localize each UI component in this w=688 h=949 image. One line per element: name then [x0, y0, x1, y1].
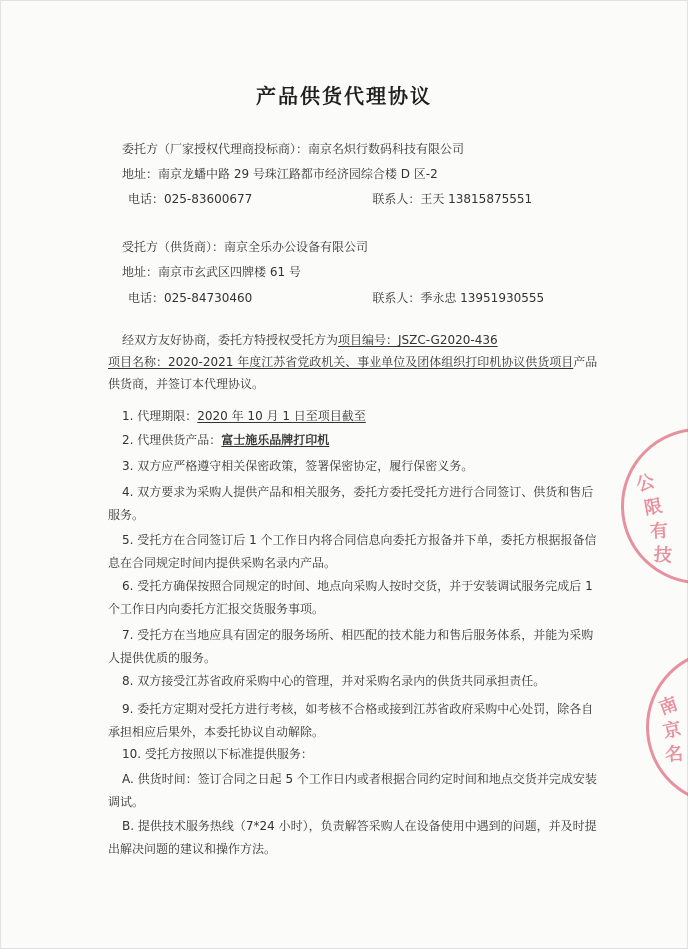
agent-contact-row: [128, 289, 544, 306]
clause-9: 9. 委托方定期对受托方进行考核，如考核不合格或接到江苏省政府采购中心处罚，除各自承担相应后果外，本委托协议自动解除。: [108, 702, 594, 739]
intro-paragraph-2: [108, 351, 604, 395]
document-title: 产品供货代理协议: [256, 84, 432, 108]
clause-3: 3. 双方应严格遵守相关保密政策，签署保密协定，履行保密义务。: [122, 459, 474, 473]
clause-10: 10. 受托方按照以下标准提供服务：: [122, 747, 313, 761]
agent-contact: 联系人：季永忠 13951930555: [372, 291, 545, 305]
clause-1: [108, 405, 604, 428]
project-name: 项目名称：2020-2021 年度江苏省党政机关、事业单位及团体组织打印机协议供货项目: [108, 355, 574, 369]
principal-line: 委托方（厂家授权代理商投标商）：南京名炽行数码科技有限公司: [122, 142, 465, 156]
clause-8: 8. 双方接受江苏省政府采购中心的管理，并对采购名录内的供货共同承担责任。: [122, 674, 546, 688]
principal-contact-row: [128, 190, 532, 207]
clause-7: 7. 受托方在当地应具有固定的服务场所、相匹配的技术能力和售后服务体系，并能为采购人提供优质的服务。: [108, 628, 594, 665]
clause-b: B. 提供技术服务热线（7*24 小时），负责解答采购人在设备使用中遇到的问题，并及时提出解决问题的建议和操作方法。: [108, 819, 597, 856]
intro-paragraph: [108, 329, 604, 351]
intro-tail: 产品供货商，并签订本代理协议。: [108, 355, 598, 391]
clause-6: 6. 受托方确保按照合同规定的时间、地点向采购人按时交货，并于安装调试服务完成后 1 个工作日内向委托方汇报交货服务事项。: [108, 579, 593, 616]
clause-2-value: 富士施乐品牌打印机: [221, 433, 330, 447]
clause-5: 5. 受托方在合同签订后 1 个工作日内将合同信息向委托方报备并下单，委托方根据报备信息在合同规定时间内提供采购名录内产品。: [108, 533, 597, 570]
clause-2: [108, 429, 604, 452]
clause-a: A. 供货时间：签订合同之日起 5 个工作日内或者根据合同约定时间和地点交货并完成安装调试。: [108, 772, 597, 809]
agent-phone: 电话：025-84730460: [128, 291, 253, 305]
clause-1-value: 2020 年 10 月 1 日至项目截至: [197, 409, 366, 423]
principal-contact: 联系人：王天 13815875551: [372, 192, 533, 206]
project-number: 项目编号：JSZC-G2020-436: [338, 333, 498, 347]
intro-lead: 经双方友好协商，委托方特授权受托方为: [122, 333, 339, 347]
clause-4: 4. 双方要求为采购人提供产品和相关服务，委托方委托受托方进行合同签订、供货和售后服务。: [108, 485, 594, 522]
clause-2-label: 2. 代理供货产品：: [122, 433, 222, 447]
principal-phone: 电话：025-83600677: [128, 192, 253, 206]
clause-1-label: 1. 代理期限：: [122, 409, 198, 423]
agent-line: 受托方（供货商）：南京全乐办公设备有限公司: [122, 240, 369, 254]
company-seal-upper: 公 限 有 技: [621, 428, 688, 584]
agent-address: 地址：南京市玄武区四牌楼 61 号: [122, 265, 301, 279]
company-seal-lower: 南 京 名: [646, 649, 688, 805]
principal-address: 地址：南京龙蟠中路 29 号珠江路都市经济园综合楼 D 区-2: [122, 167, 438, 181]
